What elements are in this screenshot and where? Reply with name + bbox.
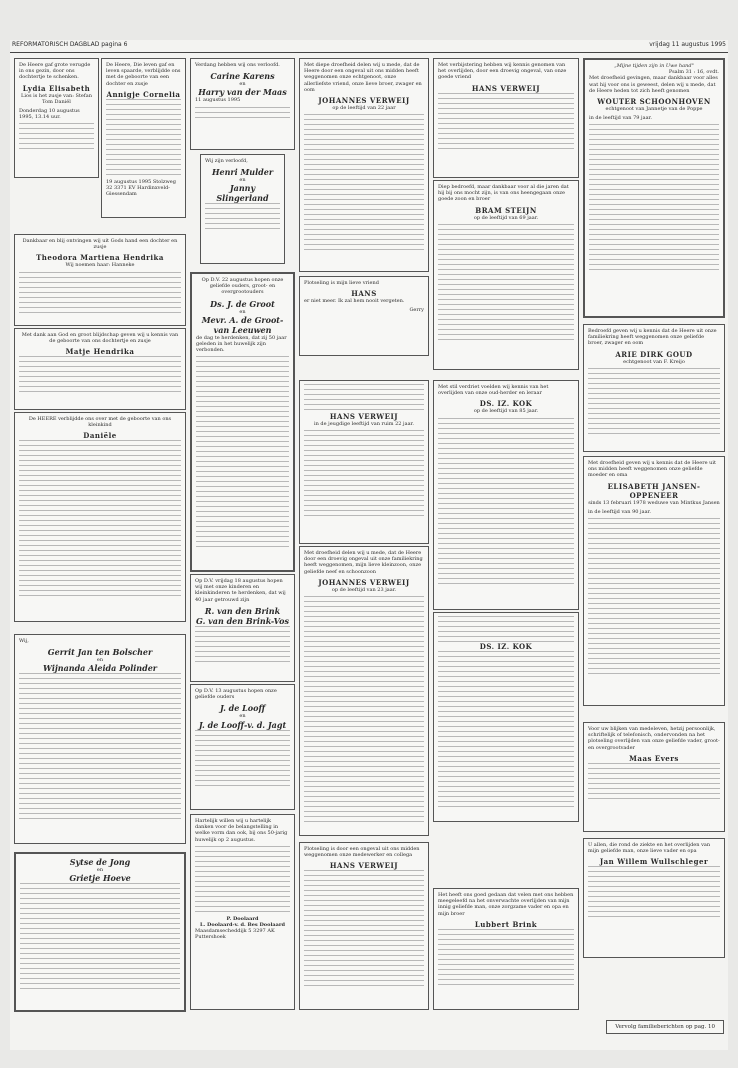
ad-lead: Wij zijn verloofd, xyxy=(205,158,248,164)
ad-looff xyxy=(190,684,295,810)
ad-maas xyxy=(583,722,725,832)
ad-name: Lubbert Brink xyxy=(474,919,538,929)
ad-date: 11 augustus 1995 xyxy=(195,97,241,104)
ad-body-lines xyxy=(205,203,280,233)
ad-lead: Met dank aan God en groot blijdschap geven wij u kennis van de geboorte van ons dochtertje en zusje xyxy=(21,332,179,345)
ad-lead: Diep bedroefd, maar dankbaar voor al die jaren dat hij bij ons mocht zijn, is van ons heengegaan onze goede zoon en broer xyxy=(438,184,569,203)
ad-lead: U allen, die rond de ziekte en het overlijden van mijn geliefde man, onze lieve vader en opa xyxy=(588,842,711,855)
ad-body-lines xyxy=(20,883,180,993)
masthead-right: vrijdag 11 augustus 1995 xyxy=(649,41,726,48)
ad-age: op de leeftijd van 22 jaar xyxy=(332,105,396,112)
ad-name: Maas Evers xyxy=(629,753,679,763)
ad-name: BRAM STEIJN xyxy=(475,205,537,215)
ad-age: in de leeftijd van 79 jaar. xyxy=(589,115,652,122)
ad-sub: Lios is het zusje van: Stefan Tom Daniël xyxy=(21,92,92,105)
ad-name: Matje Hendrika xyxy=(65,347,135,357)
ad-lead: Plotseling is mijn lieve vriend xyxy=(304,280,379,286)
ad-name-2: Janny Slingerland xyxy=(216,183,269,204)
ad-lead: Plotseling is door een ongeval uit ons midden weggenomen onze medewerker en collega xyxy=(304,846,420,859)
ad-name: Lydia Elisabeth xyxy=(22,83,91,93)
ad-name: HANS VERWEIJ xyxy=(471,83,541,93)
ad-lead: Met verbijstering hebben wij kennis genomen van het overlijden, door een droevig ongeval, van onze goede vriend xyxy=(438,62,567,81)
ad-sign-1: P. Doolaard xyxy=(226,915,259,922)
ad-sub: sinds 13 februari 1978 weduwe van Mintkus Jansen xyxy=(588,499,720,506)
ad-matje xyxy=(14,328,186,410)
ad-age: op de leeftijd van 85 jaar. xyxy=(473,408,539,415)
ad-mid: de dag te herdenken, dat zij 50 jaar geleden in het huwelijk zijn verbonden. xyxy=(196,334,287,354)
ad-body-lines xyxy=(106,99,181,179)
masthead-left: REFORMATORISCH DAGBLAD pagina 6 xyxy=(12,41,128,48)
ad-body-lines xyxy=(304,596,424,826)
ad-lead: Met droefheid gevingen, maar dankbaar voor alles wat hij voor ons is geweest, delen wij u mede, dat de Heere heden tot zich heeft genomen xyxy=(589,75,718,94)
ad-bram xyxy=(433,180,579,370)
ad-groot xyxy=(190,272,295,572)
ad-lead: Met diepe droefheid delen wij u mede, dat de Heere door een ongeval uit ons midden heeft weggenomen onze echtgenoot, onze allerliefste vriend, onze lieve broer, zwager en oom xyxy=(304,62,422,93)
ad-ref: Psalm 31 : 16, ovdt. xyxy=(668,69,719,76)
ad-name-1: Gerrit Jan ten Bolscher xyxy=(47,647,153,658)
ad-name-2: J. de Looff-v. d. Jagt xyxy=(198,719,287,730)
ad-name: DS. IZ. KOK xyxy=(479,399,533,409)
ad-body-lines xyxy=(196,356,289,551)
ad-en: en xyxy=(96,657,104,664)
ad-daniele xyxy=(14,412,186,622)
ad-lead: Op D.V. vrijdag 18 augustus hopen wij met onze kinderen en kleinkinderen te herdenken, dat wij 40 jaar getrouwd zijn xyxy=(195,578,286,603)
ad-lead: Verdang hebben wij ons verloofd. xyxy=(195,62,280,68)
ad-lead: Hartelijk willen wij u hartelijk danken voor de belangstelling in welke vorm dan ook, bij ons 50-jarig huwelijk op 2 augustus. xyxy=(195,818,288,843)
ad-lead: De HEERE verblijdde ons over met de geboorte van ons kleinkind xyxy=(28,416,172,429)
ad-dskok-2 xyxy=(433,612,579,822)
ad-hans xyxy=(299,276,429,356)
ad-lead: De Heere, Die leven gaf en leven spaarde, verblijdde ons met de geboorte van een dochter en zusje xyxy=(106,62,181,87)
ad-name: Theodora Martiena Hendrika xyxy=(36,253,164,263)
ad-body-lines xyxy=(438,93,574,153)
ad-body-lines xyxy=(304,384,424,412)
ad-name-1: Sytse de Jong xyxy=(69,857,131,867)
ad-verweij-top xyxy=(299,58,429,272)
ad-body-lines xyxy=(438,651,574,811)
ad-age: in de leeftijd van 90 jaar. xyxy=(588,508,651,515)
ad-sign: Gerry xyxy=(409,307,424,314)
ad-henri xyxy=(200,154,285,264)
ad-hans-verweij-4 xyxy=(299,842,429,1010)
ad-schoonhoven xyxy=(583,58,725,318)
ad-name: JOHANNES VERWEIJ xyxy=(318,577,410,587)
ad-name: Annigje Cornelia xyxy=(106,89,181,99)
ad-sub: echtgenoot van Jannetje van de Poppe xyxy=(605,106,703,113)
ad-name: HANS VERWEIJ xyxy=(329,412,399,421)
ad-lead: Op D.V. 13 augustus hopen onze geliefde ouders xyxy=(195,688,277,701)
ad-name-1: Carine Karens xyxy=(210,71,275,82)
ad-sytse xyxy=(14,852,186,1012)
ad-sub: Wij noemen haar: Hanneke xyxy=(65,262,135,269)
ad-body-lines xyxy=(588,368,720,438)
ad-lead: Voor uw blijken van medeleven, hetzij persoonlijk, schriftelijk of telefonisch, ondervonden na het plotseling overlijden van onze geliefde vader, groot- en overgrootvader xyxy=(588,726,720,751)
ad-lead: De Heere gaf grote verugde in ons gezin, door ons dochtertje te schenken. xyxy=(19,62,91,81)
masthead xyxy=(10,40,728,53)
ad-body-lines xyxy=(438,418,574,588)
ad-lubbert xyxy=(433,888,579,1010)
ad-body-lines xyxy=(19,272,181,317)
ad-lydia xyxy=(14,58,99,178)
ad-name: Daniële xyxy=(83,431,117,441)
ad-sign-2: L. Doolaard-v. d. Bes Doolaard xyxy=(200,922,285,929)
ad-verweij-3 xyxy=(299,546,429,836)
ad-body-lines xyxy=(195,107,290,119)
ad-quote: „Mijne tijden zijn in Uwe hand" xyxy=(614,63,694,69)
ad-sub: er niet meer. Ik zal hem nooit vergeten. xyxy=(304,298,405,305)
ad-arie xyxy=(583,324,725,452)
ad-body-lines xyxy=(438,224,574,342)
ad-name-1: Henri Mulder xyxy=(211,167,274,178)
ad-en: en xyxy=(239,81,246,88)
ad-body-lines xyxy=(589,124,719,274)
ad-dankbetuiging xyxy=(190,814,295,1010)
ad-name-1: J. de Looff xyxy=(219,703,266,714)
ad-body-lines xyxy=(19,673,181,823)
ad-name: Jan Willem Wullschleger xyxy=(599,857,709,867)
ad-hans-verweij-2 xyxy=(299,380,429,544)
ad-name-2: Mevr. A. de Groot-van Leeuwen xyxy=(201,314,284,335)
ad-body-lines xyxy=(19,440,181,600)
ad-body-lines xyxy=(588,763,720,803)
ad-lead: Bedroefd geven wij u kennis dat de Heere uit onze familiekring heeft weggenomen onze geliefde broer, zwager en oom xyxy=(588,328,717,347)
ad-lead: Wij, xyxy=(19,638,29,644)
ad-name: WOUTER SCHOONHOVEN xyxy=(597,97,711,107)
ad-body-lines xyxy=(588,866,720,921)
ad-en: en xyxy=(239,713,246,720)
ad-en: en xyxy=(239,177,246,184)
ad-verweij-b xyxy=(433,58,579,178)
ad-foot: 19 augustus 1995 Stolzweg 32 3371 EV Hardinxveld-Giessendam xyxy=(106,178,176,198)
ad-name-2: G. van den Brink-Vos xyxy=(196,615,289,626)
ad-lead: Dankbaar en blij ontvingen wij uit Gods hand een dochter en zusje xyxy=(22,238,178,251)
ad-sub: echtgenoot van F. Kreijo xyxy=(623,358,685,365)
ad-name: HANS VERWEIJ xyxy=(329,861,399,871)
ad-age: op de leeftijd van 69 jaar. xyxy=(473,214,539,221)
ad-polinder xyxy=(14,634,186,844)
ad-age: in de jeugdige leeftijd van ruim 22 jaar. xyxy=(313,421,414,427)
ad-lead: Op D.V. 22 augustus hopen onze geliefde ouders, groot- en overgrootouders xyxy=(201,277,284,296)
ad-carine xyxy=(190,58,295,150)
ad-age: op de leeftijd van 23 jaar. xyxy=(331,586,397,593)
ad-lead: Het heeft ons goed gedaan dat velen met ons hebben meegeleefd na het onverwachte overlijden van mijn innig geliefde man, onze zorgzame vader en opa en mijn broer xyxy=(438,892,574,917)
ad-dskok-1 xyxy=(433,380,579,610)
ad-name-2: Wijnanda Aleida Polinder xyxy=(42,663,158,674)
ad-en: en xyxy=(239,308,246,315)
ad-annigje xyxy=(101,58,186,218)
ad-body-lines xyxy=(304,870,424,990)
ad-lead: Met droefheid delen wij u mede, dat de Heere door een droevig ongeval uit onze familiekring heeft weggenomen, mijn lieve kleinzoon, onze geliefde neef en schoonzoon xyxy=(304,550,423,575)
ad-body-lines xyxy=(438,616,574,642)
ad-name-2: Grietje Hoeve xyxy=(69,873,131,884)
ad-name: HANS xyxy=(351,289,377,299)
ad-name: DS. IZ. KOK xyxy=(479,642,533,651)
ad-body-lines xyxy=(19,356,181,394)
ad-body-lines xyxy=(195,626,290,666)
ad-brink xyxy=(190,574,295,682)
ad-body-lines xyxy=(195,730,290,788)
ad-body-lines xyxy=(588,518,720,678)
ad-name: ARIE DIRK GOUD xyxy=(615,349,693,359)
ad-body-lines xyxy=(304,430,424,520)
ad-lead: Met droefheid geven wij u kennis dat de Heere uit ons midden heeft weggenomen onze geliefde moeder en oma xyxy=(588,460,716,479)
ad-name-2: Harry van der Maas xyxy=(198,87,287,98)
ad-hendrika xyxy=(14,234,186,326)
ad-body-lines xyxy=(304,114,424,254)
ad-wullschleger xyxy=(583,838,725,958)
ad-foot: Donderdag 10 augustus 1995, 13.14 uur. xyxy=(19,108,80,121)
ad-name: ELISABETH JANSEN-OPPENEER xyxy=(607,481,701,500)
ad-en: en xyxy=(96,867,104,873)
ad-elisabeth xyxy=(583,456,725,706)
ad-body-lines xyxy=(438,929,574,989)
ad-address: Maasdamsecheddijk 5 3297 AK Puttershoek xyxy=(195,928,275,941)
continued-reference: Vervolg familieberichten op pag. 10 xyxy=(606,1020,724,1034)
ad-name-1: R. van den Brink xyxy=(204,605,281,616)
ad-body-lines xyxy=(19,123,94,153)
ad-lead: Met stil verdriet voelden wij kennis van het overlijden van onze oud-herder en leraar xyxy=(438,384,549,397)
ad-name: JOHANNES VERWEIJ xyxy=(318,96,410,106)
ad-body-lines xyxy=(195,846,290,916)
ad-name-1: Ds. J. de Groot xyxy=(210,298,275,309)
